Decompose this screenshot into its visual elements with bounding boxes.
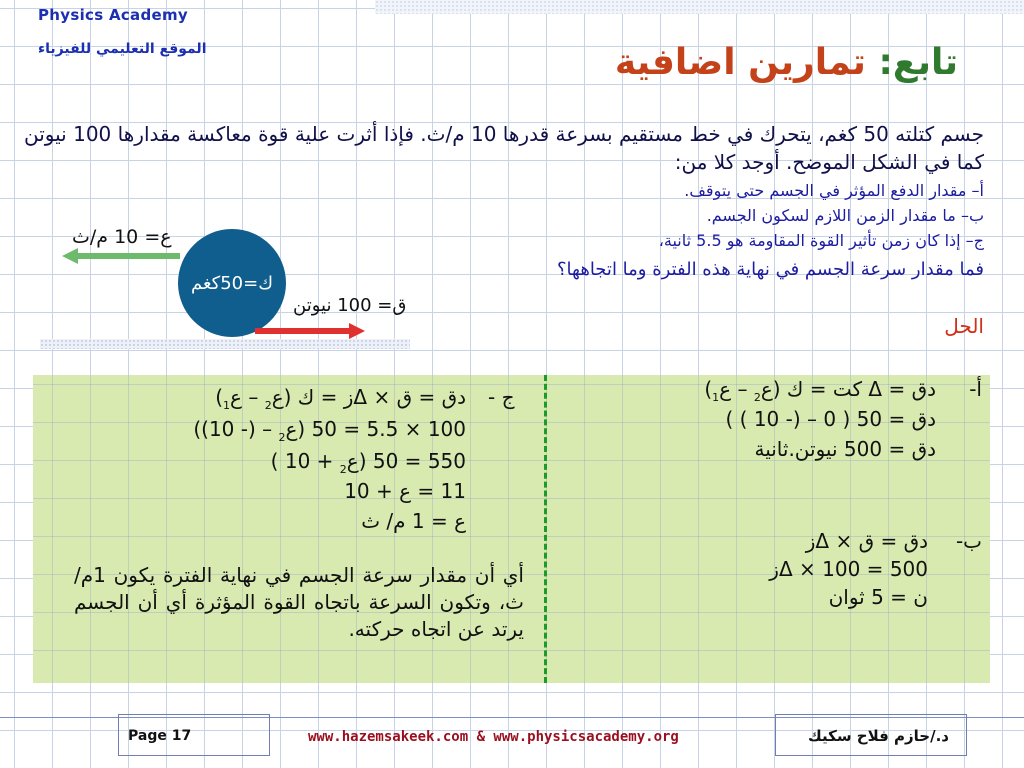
problem-part-b: ب– ما مقدار الزمن اللازم لسكون الجسم. xyxy=(706,206,984,225)
solution-a-marker: أ- xyxy=(969,377,982,401)
solution-c-marker: ج - xyxy=(488,385,515,409)
force-label: ق= 100 نيوتن xyxy=(293,295,407,316)
solution-c-line-5: ع = 1 م/ ث xyxy=(361,509,466,533)
force-arrow-icon xyxy=(255,321,367,341)
problem-statement: جسم كتلته 50 كغم، يتحرك في خط مستقيم بسرعة قدرها 10 م/ث. فإذا أثرت علية قوة معاكسة مقدارها 100 نيوتن كما في الشكل الموضح. أوجد كلا من: xyxy=(24,122,984,174)
header-pattern xyxy=(375,0,1024,14)
page-title xyxy=(615,42,958,83)
title-prefix: تابع: xyxy=(878,42,958,83)
footer-websites[interactable]: www.hazemsakeek.com & www.physicsacademy.org xyxy=(308,729,679,745)
brand-english: Physics Academy xyxy=(38,6,189,24)
solution-c-line-4: 11 = ع + 10 xyxy=(344,479,466,503)
solution-b-marker: ب- xyxy=(955,529,982,553)
velocity-label: ع= 10 م/ث xyxy=(72,226,172,248)
mass-label: ك=50كغم xyxy=(190,272,274,294)
solution-b-line-1: دق = ق × Δز xyxy=(805,529,928,553)
problem-part-c: ج– إذا كان زمن تأثير القوة المقاومة هو 5.5 ثانية، xyxy=(658,231,984,250)
solution-b-line-2: 500 = 100 × Δز xyxy=(769,557,928,581)
problem-question: فما مقدار سرعة الجسم في نهاية هذه الفترة وما اتجاهها؟ xyxy=(557,259,984,280)
solution-c-line-1: دق = ق × Δز = ك (ع$_2$ – ع$_1$) xyxy=(215,385,466,412)
footer-author: د./حازم فلاح سكيك xyxy=(808,727,949,745)
solution-b-line-3: ن = 5 ثوان xyxy=(828,585,928,609)
solution-c-line-3: 550 = 50 (ع$_2$ + 10 ) xyxy=(270,449,466,476)
solution-a-line-2: دق = 50 ( 0 – (- 10 ) ) xyxy=(725,407,936,431)
velocity-arrow-icon xyxy=(62,246,182,266)
solution-a-line-1: دق = Δ كت = ك (ع$_2$ – ع$_1$) xyxy=(704,377,936,404)
solution-label: الحل xyxy=(944,314,984,338)
problem-part-a: أ– مقدار الدفع المؤثر في الجسم حتى يتوقف. xyxy=(684,181,984,200)
solution-c-conclusion: أي أن مقدار سرعة الجسم في نهاية الفترة يكون 1م/ث، وتكون السرعة باتجاه القوة المؤثرة أي أن الجسم يرتد عن اتجاه حركته. xyxy=(74,563,524,641)
brand-arabic: الموقع التعليمي للفيزياء xyxy=(38,41,207,57)
page-number: Page 17 xyxy=(128,728,192,744)
title-main: تمارين اضافية xyxy=(614,42,866,83)
solution-c-line-2: 100 × 5.5 = 50 (ع$_2$ – (- 10)) xyxy=(193,417,466,444)
solution-a-line-3: دق = 500 نيوتن.ثانية xyxy=(754,437,936,461)
